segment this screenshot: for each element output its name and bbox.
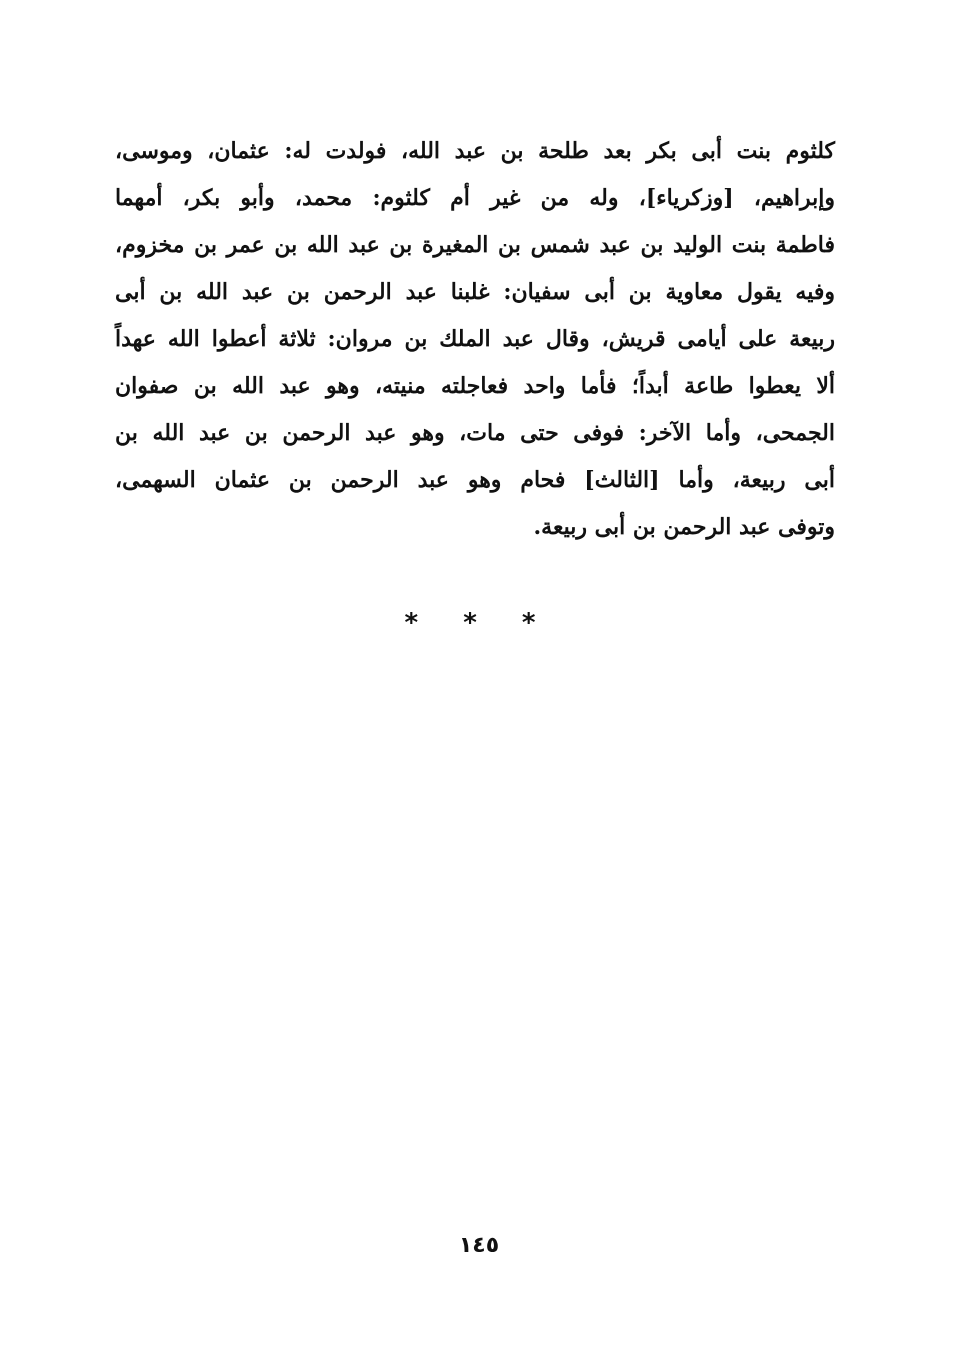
text-line-4: وفيه يقول معاوية بن أبى سفيان: غلبنا عبد الرحمن بن عبد الله بن أبى xyxy=(115,279,835,305)
section-separator-asterisks: * * * xyxy=(404,608,554,638)
text-line-7: الجمحى، وأما الآخر: فوفى حتى مات، وهو عبد الرحمن بن عبد الله بن xyxy=(115,420,835,446)
text-line-1: كلثوم بنت أبى بكر بعد طلحة بن عبد الله، فولدت له: عثمان، وموسى، xyxy=(115,138,835,164)
text-line-9: وتوفى عبد الرحمن بن أبى ربيعة. xyxy=(533,514,835,540)
text-line-3: فاطمة بنت الوليد بن عبد شمس بن المغيرة بن عبد الله بن عمر بن مخزوم، xyxy=(115,232,835,258)
text-line-5: ربيعة على أيامى قريش، وقال عبد الملك بن مروان: ثلاثة أعطوا الله عهداً xyxy=(115,326,835,352)
text-line-8: أبى ربيعة، وأما [الثالث] فحام وهو عبد الرحمن بن عثمان السهمى، xyxy=(115,467,835,493)
body-paragraph xyxy=(115,128,835,551)
page-number: ١٤٥ xyxy=(458,1233,500,1258)
text-line-6: ألا يعطوا طاعة أبداً؛ فأما واحد فعاجلته منيته، وهو عبد الله بن صفوان xyxy=(115,373,835,399)
text-line-2: وإبراهيم، [وزكرياء]، وله من غير أم كلثوم: محمد، وأبو بكر، أمهما xyxy=(115,185,835,211)
